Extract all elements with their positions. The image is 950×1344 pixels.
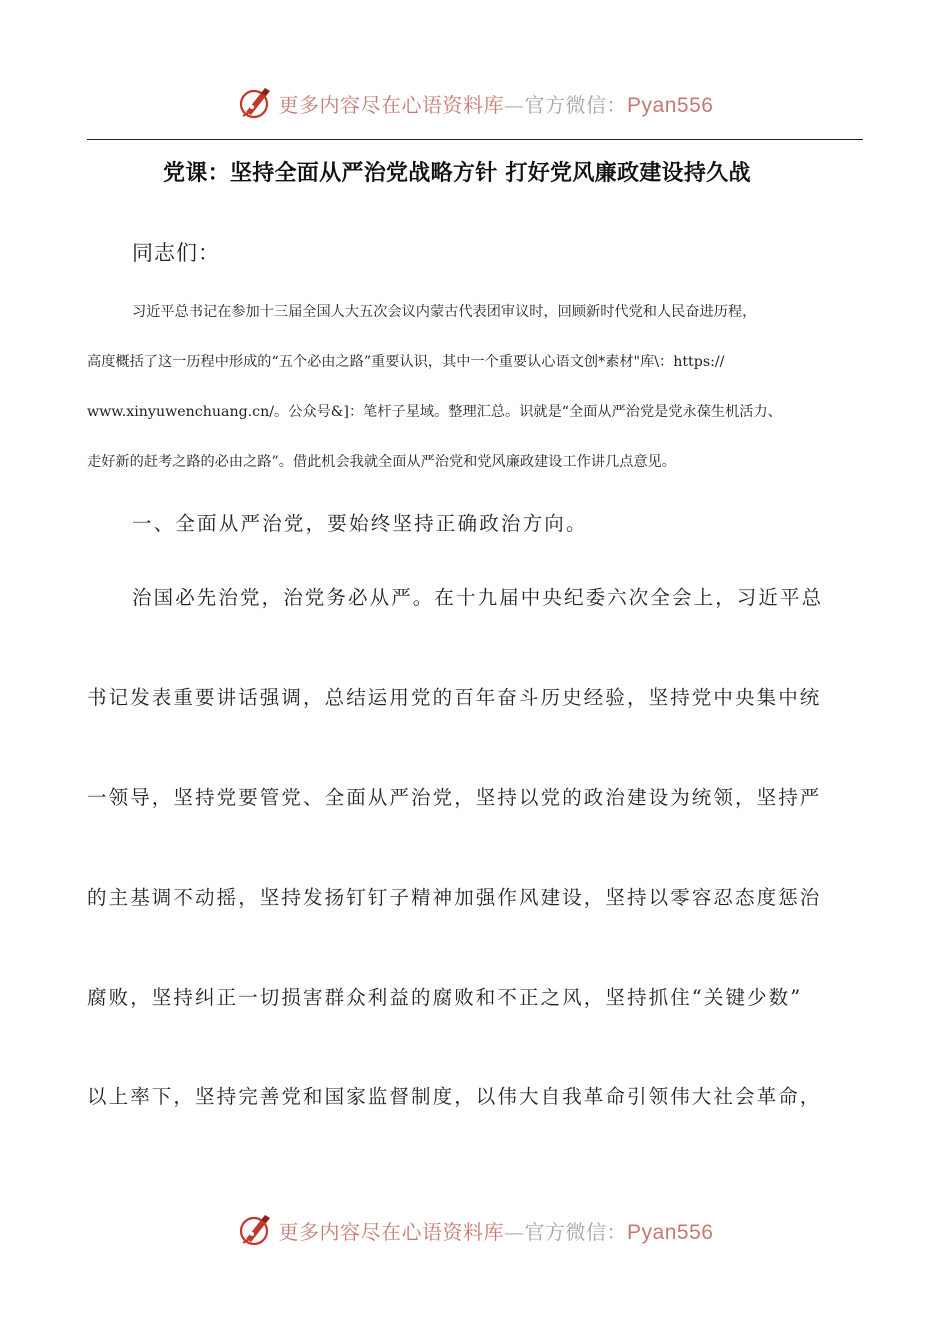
body-line: 以上率下，坚持完善党和国家监督制度，以伟大自我革命引领伟大社会革命， — [87, 1085, 822, 1108]
intro-line: www.xinyuwenchuang.cn/。公众号&]：笔杆子星域。整理汇总。识就是“全面从严治党是党永葆生机活力、 — [87, 404, 782, 420]
banner-slogan: 更多内容尽在心语资料库 — [278, 92, 505, 117]
header-divider — [87, 139, 863, 140]
banner-slogan: 更多内容尽在心语资料库 — [278, 1219, 505, 1244]
banner-wechat-label: 官方微信： — [524, 1219, 628, 1244]
intro-line: 习近平总书记在参加十三届全国人大五次会议内蒙古代表团审议时，回顾新时代党和人民奋进历程， — [132, 304, 757, 320]
document-title: 党课：坚持全面从严治党战略方针 打好党风廉政建设持久战 — [163, 161, 751, 186]
salutation: 同志们： — [132, 241, 220, 265]
banner-wechat-id: Pyan556 — [627, 1220, 714, 1244]
body-line: 书记发表重要讲话强调，总结运用党的百年奋斗历史经验，坚持党中央集中统 — [87, 686, 822, 709]
intro-line: 高度概括了这一历程中形成的“五个必由之路”重要认识，其中一个重要认心语文创*素材"库\：https:// — [87, 354, 725, 370]
header-banner-content — [237, 85, 714, 121]
section-heading: 一、全面从严治党，要始终坚持正确政治方向。 — [132, 512, 588, 535]
intro-line: 走好新的赶考之路的必由之路”。借此机会我就全面从严治党和党风廉政建设工作讲几点意见。 — [87, 454, 676, 470]
body-line: 腐败，坚持纠正一切损害群众利益的腐败和不正之风，坚持抓住“关键少数” — [87, 986, 803, 1009]
body-line: 的主基调不动摇，坚持发扬钉钉子精神加强作风建设，坚持以零容忍态度惩治 — [87, 886, 822, 909]
body-line: 治国必先治党，治党务必从严。在十九届中央纪委六次全会上，习近平总 — [132, 586, 824, 609]
body-line: 一领导，坚持党要管党、全面从严治党，坚持以党的政治建设为统领，坚持严 — [87, 786, 822, 809]
header-banner — [0, 83, 950, 123]
footer-banner-content — [237, 1212, 714, 1248]
footer-banner — [0, 1210, 950, 1250]
pen-nib-logo-icon — [237, 85, 273, 121]
banner-dash: — — [504, 1219, 525, 1244]
banner-wechat-id: Pyan556 — [627, 93, 714, 117]
banner-dash: — — [504, 92, 525, 117]
pen-nib-logo-icon — [237, 1212, 273, 1248]
banner-wechat-label: 官方微信： — [524, 92, 628, 117]
